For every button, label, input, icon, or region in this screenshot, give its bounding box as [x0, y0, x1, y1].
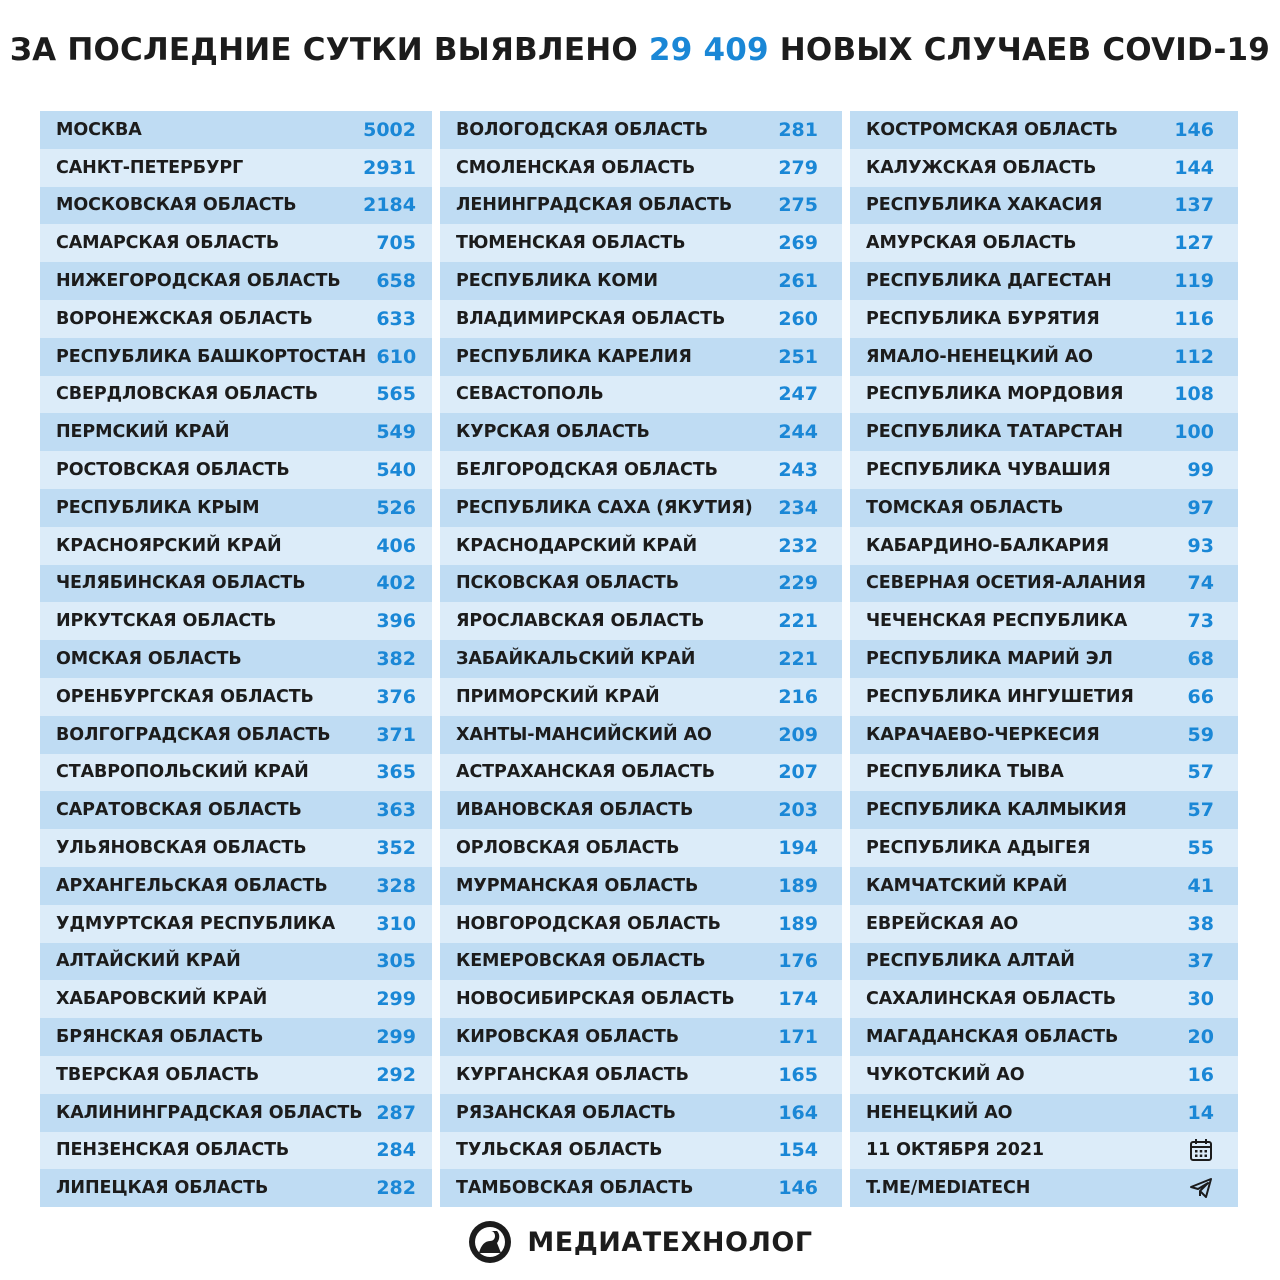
region-case-count: 540	[376, 459, 416, 482]
region-name: РЕСПУБЛИКА ИНГУШЕТИЯ	[866, 686, 1134, 707]
region-name: КРАСНОДАРСКИЙ КРАЙ	[456, 535, 698, 556]
region-name: РЕСПУБЛИКА АДЫГЕЯ	[866, 838, 1091, 859]
telegram-link-row[interactable]	[850, 1169, 1238, 1207]
region-case-count: 5002	[363, 118, 416, 141]
table-row	[850, 1094, 1238, 1132]
table-row	[440, 678, 842, 716]
region-name: САНКТ-ПЕТЕРБУРГ	[56, 157, 244, 178]
table-row	[40, 716, 432, 754]
region-name: ТВЕРСКАЯ ОБЛАСТЬ	[56, 1064, 260, 1085]
table-row	[40, 640, 432, 678]
region-case-count: 363	[376, 799, 416, 822]
table-row	[850, 413, 1238, 451]
region-name: ТАМБОВСКАЯ ОБЛАСТЬ	[456, 1178, 694, 1199]
region-case-count: 203	[778, 799, 818, 822]
report-date-row	[850, 1132, 1238, 1170]
table-row	[40, 527, 432, 565]
table-row	[850, 527, 1238, 565]
telegram-link[interactable]: T.ME/MEDIATECH	[866, 1178, 1031, 1199]
region-case-count: 549	[376, 421, 416, 444]
table-row	[440, 300, 842, 338]
region-name: РЯЗАНСКАЯ ОБЛАСТЬ	[456, 1102, 676, 1123]
region-case-count: 154	[778, 1139, 818, 1162]
report-date: 11 ОКТЯБРЯ 2021	[866, 1140, 1044, 1161]
table-row	[40, 565, 432, 603]
region-name: РЕСПУБЛИКА КАЛМЫКИЯ	[866, 800, 1127, 821]
region-case-count: 279	[778, 156, 818, 179]
region-case-count: 174	[778, 988, 818, 1011]
table-row	[40, 111, 432, 149]
mediatehnolog-logo-icon	[467, 1219, 513, 1265]
table-row	[440, 754, 842, 792]
table-row	[440, 149, 842, 187]
region-case-count: 207	[778, 761, 818, 784]
table-row	[440, 489, 842, 527]
region-name: РЕСПУБЛИКА ХАКАСИЯ	[866, 195, 1103, 216]
region-name: КАРАЧАЕВО-ЧЕРКЕСИЯ	[866, 724, 1100, 745]
region-case-count: 16	[1187, 1063, 1214, 1086]
region-case-count: 261	[778, 270, 818, 293]
table-row	[850, 300, 1238, 338]
calendar-icon	[1188, 1137, 1214, 1163]
region-case-count: 68	[1187, 648, 1214, 671]
table-row	[440, 1132, 842, 1170]
table-row	[40, 224, 432, 262]
region-name: РЕСПУБЛИКА ТЫВА	[866, 762, 1064, 783]
table-row	[440, 413, 842, 451]
region-name: ОМСКАЯ ОБЛАСТЬ	[56, 649, 242, 670]
title-case-count: 29 409	[648, 32, 769, 68]
table-row	[850, 640, 1238, 678]
region-case-count: 705	[376, 232, 416, 255]
region-name: ЯРОСЛАВСКАЯ ОБЛАСТЬ	[456, 611, 705, 632]
table-row	[40, 489, 432, 527]
table-row	[850, 791, 1238, 829]
region-name: ХАНТЫ-МАНСИЙСКИЙ АО	[456, 724, 712, 745]
table-row	[40, 451, 432, 489]
region-case-count: 282	[376, 1177, 416, 1200]
region-name: МУРМАНСКАЯ ОБЛАСТЬ	[456, 875, 699, 896]
region-name: СТАВРОПОЛЬСКИЙ КРАЙ	[56, 762, 309, 783]
table-row	[850, 224, 1238, 262]
region-name: АСТРАХАНСКАЯ ОБЛАСТЬ	[456, 762, 716, 783]
table-row	[440, 338, 842, 376]
brand-name: МЕДИАТЕХНОЛОГ	[527, 1226, 813, 1258]
table-row	[40, 905, 432, 943]
region-case-count: 299	[376, 1026, 416, 1049]
table-row	[850, 111, 1238, 149]
table-row	[40, 262, 432, 300]
table-row	[440, 1169, 842, 1207]
region-case-count: 232	[778, 534, 818, 557]
region-case-count: 376	[376, 685, 416, 708]
table-row	[850, 678, 1238, 716]
table-row	[440, 224, 842, 262]
region-name: РЕСПУБЛИКА САХА (ЯКУТИЯ)	[456, 497, 753, 518]
region-name: АЛТАЙСКИЙ КРАЙ	[56, 951, 241, 972]
table-row	[850, 451, 1238, 489]
regions-column-1	[40, 111, 432, 1207]
region-case-count: 73	[1187, 610, 1214, 633]
region-name: ПЕНЗЕНСКАЯ ОБЛАСТЬ	[56, 1140, 290, 1161]
region-name: ВОЛГОГРАДСКАЯ ОБЛАСТЬ	[56, 724, 331, 745]
region-case-count: 365	[376, 761, 416, 784]
table-row	[440, 943, 842, 981]
region-case-count: 396	[376, 610, 416, 633]
table-row	[850, 565, 1238, 603]
region-name: КАЛУЖСКАЯ ОБЛАСТЬ	[866, 157, 1097, 178]
region-name: ОРЕНБУРГСКАЯ ОБЛАСТЬ	[56, 686, 314, 707]
table-row	[440, 451, 842, 489]
region-case-count: 658	[376, 270, 416, 293]
region-case-count: 371	[376, 723, 416, 746]
table-row	[40, 791, 432, 829]
table-row	[440, 565, 842, 603]
region-name: ЧЕЧЕНСКАЯ РЕСПУБЛИКА	[866, 611, 1128, 632]
region-name: КИРОВСКАЯ ОБЛАСТЬ	[456, 1027, 679, 1048]
table-row	[40, 678, 432, 716]
regions-column-3	[850, 111, 1238, 1207]
region-case-count: 406	[376, 534, 416, 557]
region-name: ПРИМОРСКИЙ КРАЙ	[456, 686, 660, 707]
region-name: АМУРСКАЯ ОБЛАСТЬ	[866, 233, 1077, 254]
region-case-count: 165	[778, 1063, 818, 1086]
region-case-count: 229	[778, 572, 818, 595]
region-name: ХАБАРОВСКИЙ КРАЙ	[56, 989, 268, 1010]
region-name: АРХАНГЕЛЬСКАЯ ОБЛАСТЬ	[56, 875, 328, 896]
table-row	[440, 1056, 842, 1094]
table-row	[850, 338, 1238, 376]
table-row	[40, 338, 432, 376]
table-row	[40, 1056, 432, 1094]
table-row	[440, 262, 842, 300]
region-name: КУРГАНСКАЯ ОБЛАСТЬ	[456, 1064, 689, 1085]
table-row	[440, 791, 842, 829]
table-row	[850, 905, 1238, 943]
table-row	[850, 980, 1238, 1018]
region-name: РЕСПУБЛИКА КАРЕЛИЯ	[456, 346, 692, 367]
region-case-count: 244	[778, 421, 818, 444]
table-row	[850, 867, 1238, 905]
region-name: СМОЛЕНСКАЯ ОБЛАСТЬ	[456, 157, 696, 178]
region-name: ИРКУТСКАЯ ОБЛАСТЬ	[56, 611, 277, 632]
region-name: РЕСПУБЛИКА АЛТАЙ	[866, 951, 1075, 972]
region-name: МАГАДАНСКАЯ ОБЛАСТЬ	[866, 1027, 1119, 1048]
region-name: ТЮМЕНСКАЯ ОБЛАСТЬ	[456, 233, 686, 254]
table-row	[440, 1018, 842, 1056]
region-case-count: 565	[376, 383, 416, 406]
table-row	[850, 1056, 1238, 1094]
region-case-count: 112	[1174, 345, 1214, 368]
region-case-count: 100	[1174, 421, 1214, 444]
region-case-count: 633	[376, 307, 416, 330]
table-row	[850, 262, 1238, 300]
region-case-count: 127	[1174, 232, 1214, 255]
region-name: ВЛАДИМИРСКАЯ ОБЛАСТЬ	[456, 308, 726, 329]
region-case-count: 234	[778, 496, 818, 519]
region-case-count: 57	[1187, 761, 1214, 784]
region-name: КАЛИНИНГРАДСКАЯ ОБЛАСТЬ	[56, 1102, 363, 1123]
regions-table	[40, 111, 1238, 1207]
region-case-count: 164	[778, 1101, 818, 1124]
region-case-count: 221	[778, 648, 818, 671]
region-case-count: 146	[778, 1177, 818, 1200]
table-row	[850, 149, 1238, 187]
region-name: ИВАНОВСКАЯ ОБЛАСТЬ	[456, 800, 694, 821]
page-title	[0, 32, 1280, 68]
region-name: НИЖЕГОРОДСКАЯ ОБЛАСТЬ	[56, 271, 341, 292]
footer	[0, 1218, 1280, 1266]
region-case-count: 30	[1187, 988, 1214, 1011]
region-case-count: 66	[1187, 685, 1214, 708]
region-name: БЕЛГОРОДСКАЯ ОБЛАСТЬ	[456, 460, 718, 481]
region-case-count: 382	[376, 648, 416, 671]
region-name: САРАТОВСКАЯ ОБЛАСТЬ	[56, 800, 302, 821]
region-name: ЛИПЕЦКАЯ ОБЛАСТЬ	[56, 1178, 269, 1199]
region-name: СВЕРДЛОВСКАЯ ОБЛАСТЬ	[56, 384, 318, 405]
region-case-count: 38	[1187, 912, 1214, 935]
table-row	[440, 716, 842, 754]
table-row	[440, 376, 842, 414]
region-case-count: 292	[376, 1063, 416, 1086]
region-case-count: 119	[1174, 270, 1214, 293]
table-row	[40, 980, 432, 1018]
region-case-count: 99	[1187, 459, 1214, 482]
region-case-count: 610	[376, 345, 417, 368]
table-row	[40, 149, 432, 187]
region-case-count: 14	[1187, 1101, 1214, 1124]
region-case-count: 2184	[363, 194, 416, 217]
region-name: МОСКВА	[56, 119, 142, 140]
region-name: ВОРОНЕЖСКАЯ ОБЛАСТЬ	[56, 308, 313, 329]
table-row	[850, 829, 1238, 867]
region-name: ПЕРМСКИЙ КРАЙ	[56, 422, 230, 443]
region-case-count: 305	[376, 950, 416, 973]
table-row	[440, 602, 842, 640]
region-name: КУРСКАЯ ОБЛАСТЬ	[456, 422, 650, 443]
region-case-count: 209	[778, 723, 818, 746]
table-row	[440, 187, 842, 225]
region-name: НОВОСИБИРСКАЯ ОБЛАСТЬ	[456, 989, 735, 1010]
region-case-count: 59	[1187, 723, 1214, 746]
table-row	[40, 300, 432, 338]
region-case-count: 251	[778, 345, 818, 368]
region-case-count: 176	[778, 950, 818, 973]
region-case-count: 221	[778, 610, 818, 633]
table-row	[440, 905, 842, 943]
region-name: НОВГОРОДСКАЯ ОБЛАСТЬ	[456, 913, 721, 934]
table-row	[40, 829, 432, 867]
region-case-count: 93	[1187, 534, 1214, 557]
region-case-count: 247	[778, 383, 818, 406]
region-name: СЕВАСТОПОЛЬ	[456, 384, 604, 405]
region-case-count: 97	[1187, 496, 1214, 519]
region-name: ЯМАЛО-НЕНЕЦКИЙ АО	[866, 346, 1093, 367]
table-row	[440, 867, 842, 905]
region-case-count: 194	[778, 837, 818, 860]
region-name: НЕНЕЦКИЙ АО	[866, 1102, 1013, 1123]
table-row	[40, 1018, 432, 1056]
region-case-count: 144	[1174, 156, 1214, 179]
region-name: РЕСПУБЛИКА ТАТАРСТАН	[866, 422, 1123, 443]
region-name: КАМЧАТСКИЙ КРАЙ	[866, 875, 1068, 896]
table-row	[850, 376, 1238, 414]
region-name: РЕСПУБЛИКА КОМИ	[456, 271, 658, 292]
table-row	[850, 489, 1238, 527]
table-row	[40, 376, 432, 414]
region-case-count: 189	[778, 874, 818, 897]
region-name: ЛЕНИНГРАДСКАЯ ОБЛАСТЬ	[456, 195, 733, 216]
region-case-count: 146	[1174, 118, 1214, 141]
region-name: МОСКОВСКАЯ ОБЛАСТЬ	[56, 195, 297, 216]
table-row	[440, 980, 842, 1018]
region-case-count: 2931	[363, 156, 416, 179]
region-case-count: 243	[778, 459, 818, 482]
region-case-count: 275	[778, 194, 818, 217]
region-name: УЛЬЯНОВСКАЯ ОБЛАСТЬ	[56, 838, 307, 859]
region-name: КОСТРОМСКАЯ ОБЛАСТЬ	[866, 119, 1118, 140]
region-case-count: 171	[778, 1026, 818, 1049]
region-case-count: 287	[376, 1101, 416, 1124]
region-name: КРАСНОЯРСКИЙ КРАЙ	[56, 535, 282, 556]
region-name: САМАРСКАЯ ОБЛАСТЬ	[56, 233, 280, 254]
region-case-count: 526	[376, 496, 416, 519]
region-case-count: 20	[1187, 1026, 1214, 1049]
table-row	[40, 867, 432, 905]
region-name: ВОЛОГОДСКАЯ ОБЛАСТЬ	[456, 119, 709, 140]
region-name: СЕВЕРНАЯ ОСЕТИЯ-АЛАНИЯ	[866, 573, 1146, 594]
region-case-count: 41	[1187, 874, 1214, 897]
region-case-count: 402	[376, 572, 416, 595]
region-case-count: 55	[1187, 837, 1214, 860]
telegram-icon	[1188, 1175, 1214, 1201]
region-case-count: 37	[1187, 950, 1214, 973]
region-name: ЧУКОТСКИЙ АО	[866, 1064, 1025, 1085]
region-name: РЕСПУБЛИКА ДАГЕСТАН	[866, 271, 1112, 292]
region-name: ОРЛОВСКАЯ ОБЛАСТЬ	[456, 838, 680, 859]
table-row	[440, 829, 842, 867]
region-case-count: 216	[778, 685, 818, 708]
table-row	[850, 602, 1238, 640]
region-name: УДМУРТСКАЯ РЕСПУБЛИКА	[56, 913, 336, 934]
table-row	[40, 1169, 432, 1207]
table-row	[850, 187, 1238, 225]
region-name: ЗАБАЙКАЛЬСКИЙ КРАЙ	[456, 649, 696, 670]
region-case-count: 260	[778, 307, 818, 330]
table-row	[40, 1132, 432, 1170]
region-name: ЧЕЛЯБИНСКАЯ ОБЛАСТЬ	[56, 573, 306, 594]
table-row	[850, 716, 1238, 754]
region-name: БРЯНСКАЯ ОБЛАСТЬ	[56, 1027, 264, 1048]
table-row	[40, 1094, 432, 1132]
region-case-count: 137	[1174, 194, 1214, 217]
region-name: РЕСПУБЛИКА КРЫМ	[56, 497, 260, 518]
table-row	[440, 527, 842, 565]
region-name: САХАЛИНСКАЯ ОБЛАСТЬ	[866, 989, 1117, 1010]
region-name: ТОМСКАЯ ОБЛАСТЬ	[866, 497, 1064, 518]
table-row	[40, 413, 432, 451]
table-row	[40, 754, 432, 792]
regions-column-2	[440, 111, 842, 1207]
region-name: РОСТОВСКАЯ ОБЛАСТЬ	[56, 460, 290, 481]
region-case-count: 281	[778, 118, 818, 141]
region-case-count: 310	[376, 912, 416, 935]
region-name: РЕСПУБЛИКА МОРДОВИЯ	[866, 384, 1124, 405]
region-case-count: 74	[1187, 572, 1214, 595]
title-after: НОВЫХ СЛУЧАЕВ COVID-19	[779, 32, 1271, 68]
region-case-count: 269	[778, 232, 818, 255]
table-row	[850, 1018, 1238, 1056]
table-row	[850, 943, 1238, 981]
region-name: РЕСПУБЛИКА БУРЯТИЯ	[866, 308, 1100, 329]
table-row	[440, 111, 842, 149]
region-case-count: 328	[376, 874, 416, 897]
region-case-count: 352	[376, 837, 416, 860]
region-case-count: 116	[1174, 307, 1214, 330]
region-case-count: 108	[1174, 383, 1214, 406]
region-name: ТУЛЬСКАЯ ОБЛАСТЬ	[456, 1140, 663, 1161]
table-row	[40, 187, 432, 225]
region-case-count: 299	[376, 988, 416, 1011]
region-name: КЕМЕРОВСКАЯ ОБЛАСТЬ	[456, 951, 706, 972]
region-name: ПСКОВСКАЯ ОБЛАСТЬ	[456, 573, 679, 594]
table-row	[40, 943, 432, 981]
region-case-count: 189	[778, 912, 818, 935]
region-case-count: 284	[376, 1139, 416, 1162]
region-name: КАБАРДИНО-БАЛКАРИЯ	[866, 535, 1109, 556]
table-row	[440, 640, 842, 678]
region-name: ЕВРЕЙСКАЯ АО	[866, 913, 1019, 934]
table-row	[40, 602, 432, 640]
title-before: ЗА ПОСЛЕДНИЕ СУТКИ ВЫЯВЛЕНО	[9, 32, 638, 68]
table-row	[850, 754, 1238, 792]
region-name: РЕСПУБЛИКА ЧУВАШИЯ	[866, 460, 1111, 481]
region-name: РЕСПУБЛИКА МАРИЙ ЭЛ	[866, 649, 1113, 670]
region-case-count: 57	[1187, 799, 1214, 822]
region-name: РЕСПУБЛИКА БАШКОРТОСТАН	[56, 346, 367, 367]
table-row	[440, 1094, 842, 1132]
